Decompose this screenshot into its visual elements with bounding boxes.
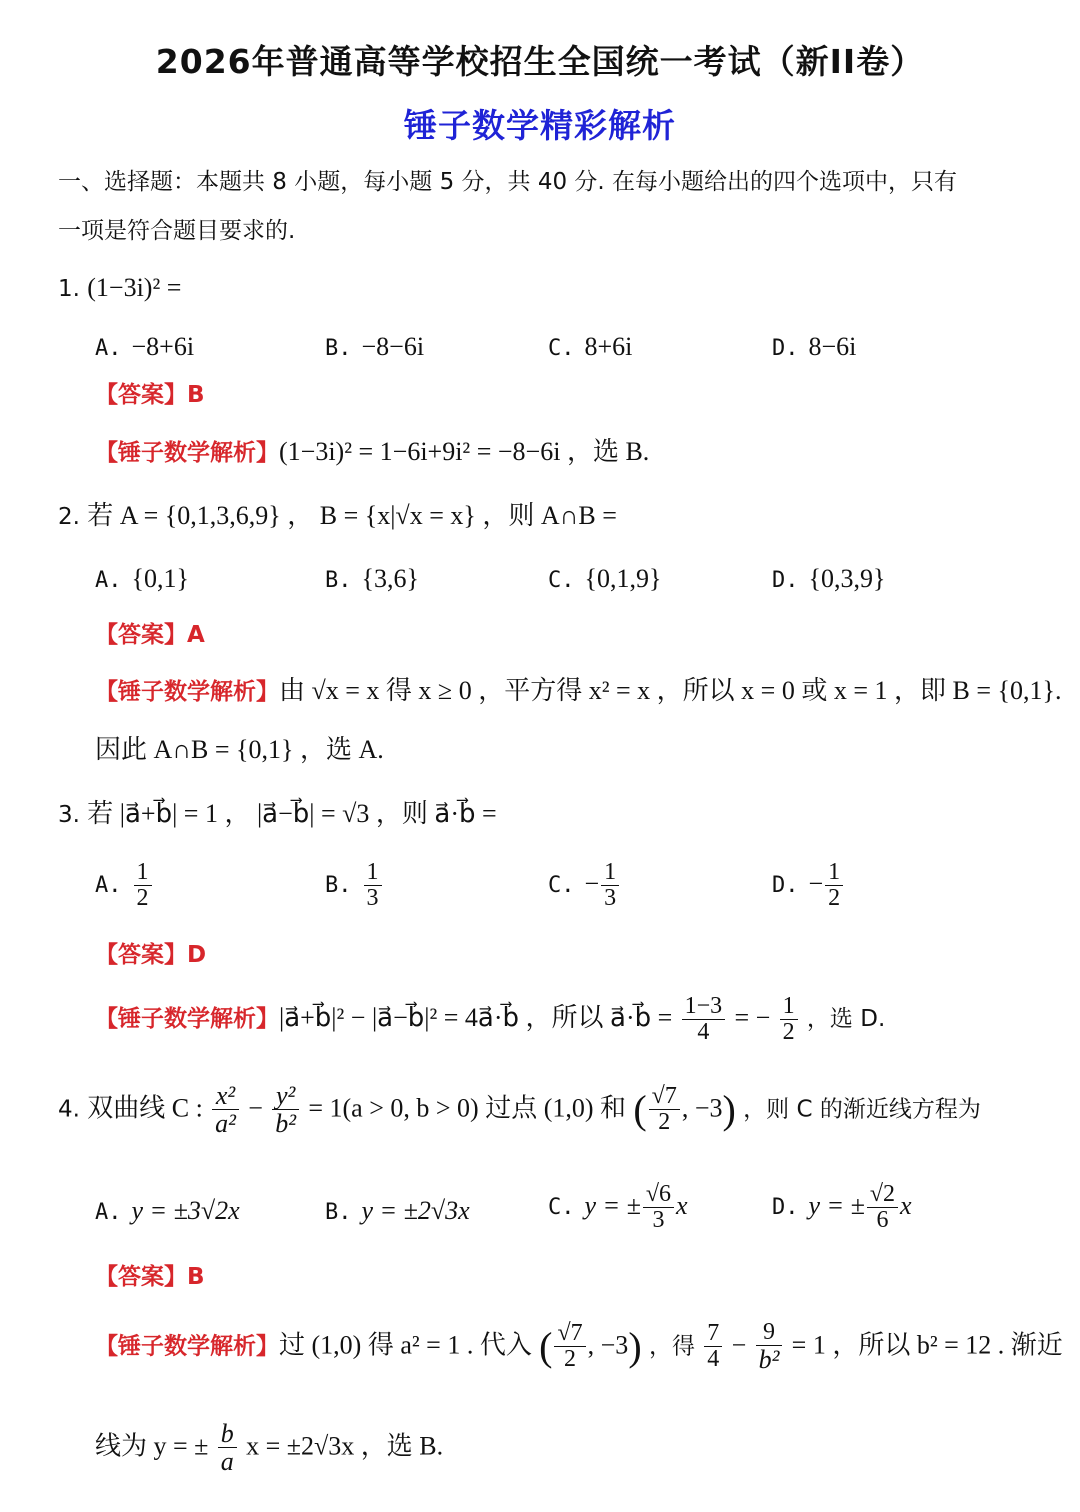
q2-option-a: A. {0,1}	[95, 564, 189, 593]
question-number: 3.	[58, 802, 80, 828]
q2-answer: 【答案】A	[95, 622, 205, 648]
q4-option-b: B. y = ±2√3x	[325, 1196, 470, 1225]
q1-option-b: B. −8−6i	[325, 332, 425, 361]
question-1	[58, 272, 181, 304]
q3-option-c: C. − $\frac{1}{3}$	[548, 860, 621, 911]
q4-analysis-1: 【锤子数学解析】过 (1,0) 得 a² = 1 . 代入 ( $\frac{√7}{2}$ , −3) ，得 $\frac{7}{4}$ − $\frac{9}{\text{b²}}$ = 1 ，所以 b² = 12 . 渐近	[95, 1319, 1063, 1375]
q1-option-d: D. 8−6i	[772, 332, 857, 361]
question-stem: 若 A = {0,1,3,6,9} ， B = {x|√x = x} ，则 A∩B =	[87, 501, 617, 530]
question-number: 4.	[58, 1096, 80, 1123]
q2-option-d: D. {0,3,9}	[772, 564, 886, 593]
q1-option-a: A. −8+6i	[95, 332, 195, 361]
page-subtitle: 锤子数学精彩解析	[404, 106, 676, 145]
q3-answer: 【答案】D	[95, 942, 207, 968]
question-4: 4. 双曲线 C : $\frac{\text{x²}}{\text{a²}}$ − $\frac{\text{y²}}{\text{b²}}$ = 1(a > 0, b > 0) 过点 (1,0) 和 ( $\frac{√7}{2}$ , −3) ，则 C 的渐近线方程为	[58, 1081, 981, 1139]
q3-option-b: B. $\frac{1}{3}$	[325, 860, 384, 911]
question-number: 2.	[58, 504, 80, 530]
q1-analysis: 【锤子数学解析】(1−3i)² = 1−6i+9i² = −8−6i ，选 B.	[95, 437, 650, 466]
q2-analysis-1: 【锤子数学解析】由 √x = x 得 x ≥ 0 ，平方得 x² = x ，所以 x = 0 或 x = 1 ，即 B = {0,1}.	[95, 676, 1062, 705]
question-2	[58, 500, 617, 532]
q3-option-d: D. − $\frac{1}{2}$	[772, 860, 845, 911]
q2-analysis-2: 因此 A∩B = {0,1} ，选 A.	[95, 735, 384, 764]
page-title: 2026年普通高等学校招生全国统一考试（新II卷）	[155, 42, 925, 81]
q3-analysis: 【锤子数学解析】|a⃗+b⃗|² − |a⃗−b⃗|² = 4a⃗·b⃗ ，所以 a⃗·b⃗ = $\frac{1-3}{4}$ = − $\frac{1}{2}$ ，选 D.	[95, 993, 886, 1046]
question-number: 1.	[58, 276, 80, 302]
q1-option-c: C. 8+6i	[548, 332, 633, 361]
section-intro-line-2: 一项是符合题目要求的.	[58, 218, 296, 244]
q2-option-c: C. {0,1,9}	[548, 564, 662, 593]
q4-analysis-2: 线为 y = ± $\frac{b}{a}$ x = ±2√3x ，选 B.	[95, 1419, 444, 1477]
section-intro-line-1: 一、选择题：本题共 8 小题，每小题 5 分，共 40 分. 在每小题给出的四个选项中，只有	[58, 169, 958, 195]
q1-answer: 【答案】B	[95, 382, 205, 408]
question-stem: 若 |a⃗+b⃗| = 1 ， |a⃗−b⃗| = √3 ，则 a⃗·b⃗ =	[87, 799, 497, 828]
q4-option-a: A. y = ±3√2x	[95, 1196, 240, 1225]
q3-option-a: A. $\frac{1}{2}$	[95, 860, 154, 911]
q4-option-d: D. y = ± $\frac{√2}{6}$ x	[772, 1181, 912, 1234]
question-stem: (1−3i)² =	[87, 273, 182, 302]
q4-option-c: C. y = ± $\frac{√6}{3}$ x	[548, 1181, 688, 1234]
q2-option-b: B. {3,6}	[325, 564, 419, 593]
q4-answer: 【答案】B	[95, 1264, 205, 1290]
question-3	[58, 798, 497, 830]
